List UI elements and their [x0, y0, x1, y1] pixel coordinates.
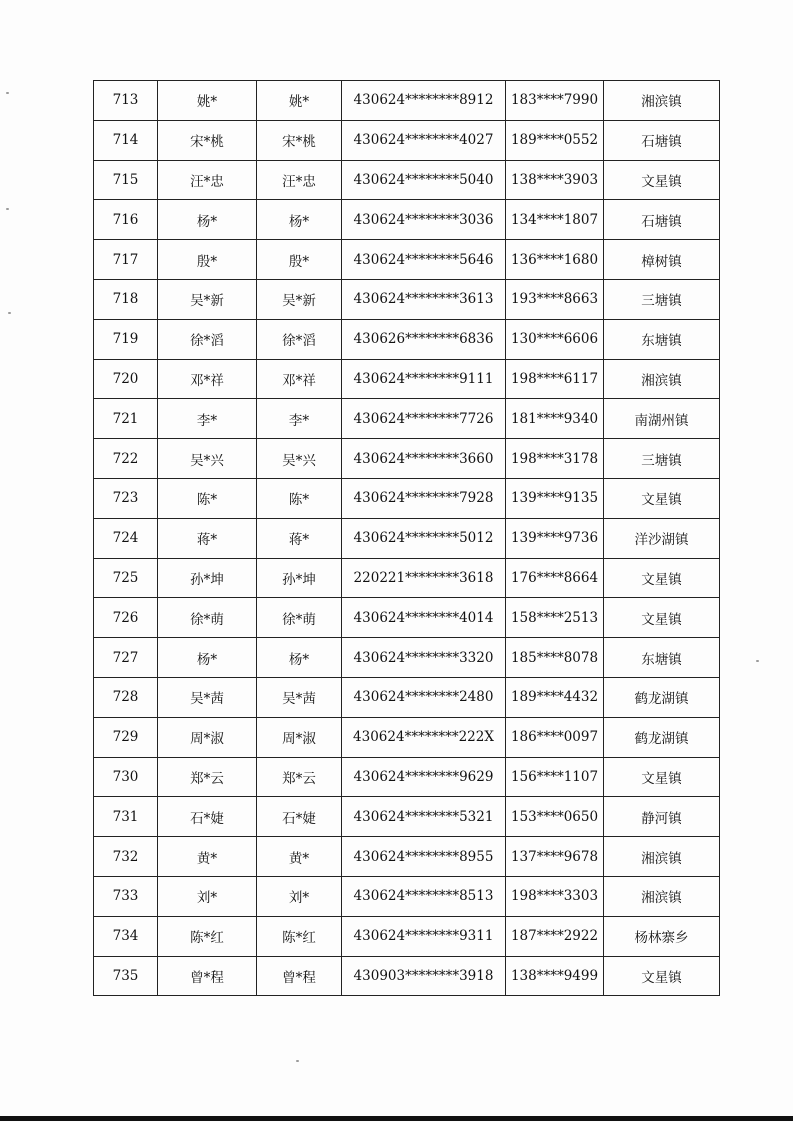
agent-name-cell: 宋*桃: [257, 120, 342, 160]
row-number-cell: 716: [94, 200, 158, 240]
table-row: [94, 240, 720, 280]
phone-cell: 181****9340: [506, 399, 604, 439]
table-row: [94, 81, 720, 121]
table-row: [94, 120, 720, 160]
id-number-cell: 430624********8513: [342, 876, 506, 916]
name-cell: 姚*: [158, 81, 257, 121]
scan-speck: [6, 92, 9, 94]
table-row: [94, 638, 720, 678]
id-number-cell: 430626********6836: [342, 319, 506, 359]
name-cell: 吴*兴: [158, 439, 257, 479]
phone-cell: 189****0552: [506, 120, 604, 160]
row-number-cell: 730: [94, 757, 158, 797]
name-cell: 石*婕: [158, 797, 257, 837]
id-number-cell: 430624********4014: [342, 598, 506, 638]
row-number-cell: 725: [94, 558, 158, 598]
agent-name-cell: 石*婕: [257, 797, 342, 837]
agent-name-cell: 殷*: [257, 240, 342, 280]
name-cell: 周*淑: [158, 717, 257, 757]
table-row: [94, 359, 720, 399]
name-cell: 陈*: [158, 478, 257, 518]
agent-name-cell: 曾*程: [257, 956, 342, 996]
agent-name-cell: 蒋*: [257, 518, 342, 558]
table-row: [94, 478, 720, 518]
name-cell: 李*: [158, 399, 257, 439]
name-cell: 蒋*: [158, 518, 257, 558]
id-number-cell: 430624********9311: [342, 916, 506, 956]
row-number-cell: 713: [94, 81, 158, 121]
id-number-cell: 430624********5321: [342, 797, 506, 837]
row-number-cell: 732: [94, 837, 158, 877]
table-row: [94, 319, 720, 359]
agent-name-cell: 郑*云: [257, 757, 342, 797]
name-cell: 曾*程: [158, 956, 257, 996]
town-cell: 洋沙湖镇: [604, 518, 720, 558]
row-number-cell: 723: [94, 478, 158, 518]
phone-cell: 176****8664: [506, 558, 604, 598]
row-number-cell: 721: [94, 399, 158, 439]
town-cell: 石塘镇: [604, 120, 720, 160]
name-cell: 杨*: [158, 638, 257, 678]
roster-table: [93, 80, 720, 996]
row-number-cell: 720: [94, 359, 158, 399]
roster-table-body: [94, 81, 720, 996]
row-number-cell: 729: [94, 717, 158, 757]
phone-cell: 138****9499: [506, 956, 604, 996]
table-row: [94, 837, 720, 877]
row-number-cell: 714: [94, 120, 158, 160]
name-cell: 陈*红: [158, 916, 257, 956]
town-cell: 三塘镇: [604, 279, 720, 319]
agent-name-cell: 吴*兴: [257, 439, 342, 479]
table-row: [94, 916, 720, 956]
id-number-cell: 430624********8955: [342, 837, 506, 877]
table-row: [94, 717, 720, 757]
id-number-cell: 430624********222X: [342, 717, 506, 757]
town-cell: 静河镇: [604, 797, 720, 837]
name-cell: 邓*祥: [158, 359, 257, 399]
scan-speck: [8, 312, 11, 314]
town-cell: 杨林寨乡: [604, 916, 720, 956]
name-cell: 孙*坤: [158, 558, 257, 598]
page-bottom-rule: [0, 1116, 793, 1121]
agent-name-cell: 陈*: [257, 478, 342, 518]
id-number-cell: 220221********3618: [342, 558, 506, 598]
town-cell: 鹤龙湖镇: [604, 677, 720, 717]
phone-cell: 156****1107: [506, 757, 604, 797]
row-number-cell: 735: [94, 956, 158, 996]
row-number-cell: 719: [94, 319, 158, 359]
row-number-cell: 724: [94, 518, 158, 558]
phone-cell: 198****3303: [506, 876, 604, 916]
agent-name-cell: 孙*坤: [257, 558, 342, 598]
town-cell: 湘滨镇: [604, 359, 720, 399]
name-cell: 黄*: [158, 837, 257, 877]
phone-cell: 186****0097: [506, 717, 604, 757]
name-cell: 徐*萌: [158, 598, 257, 638]
phone-cell: 153****0650: [506, 797, 604, 837]
table-row: [94, 160, 720, 200]
name-cell: 宋*桃: [158, 120, 257, 160]
town-cell: 湘滨镇: [604, 837, 720, 877]
id-number-cell: 430903********3918: [342, 956, 506, 996]
town-cell: 文星镇: [604, 598, 720, 638]
name-cell: 吴*新: [158, 279, 257, 319]
table-row: [94, 598, 720, 638]
id-number-cell: 430624********5012: [342, 518, 506, 558]
row-number-cell: 731: [94, 797, 158, 837]
name-cell: 杨*: [158, 200, 257, 240]
town-cell: 湘滨镇: [604, 81, 720, 121]
phone-cell: 139****9135: [506, 478, 604, 518]
table-row: [94, 279, 720, 319]
row-number-cell: 727: [94, 638, 158, 678]
table-row: [94, 518, 720, 558]
id-number-cell: 430624********9111: [342, 359, 506, 399]
agent-name-cell: 陈*红: [257, 916, 342, 956]
id-number-cell: 430624********3613: [342, 279, 506, 319]
agent-name-cell: 徐*萌: [257, 598, 342, 638]
town-cell: 石塘镇: [604, 200, 720, 240]
town-cell: 文星镇: [604, 757, 720, 797]
id-number-cell: 430624********7726: [342, 399, 506, 439]
town-cell: 文星镇: [604, 478, 720, 518]
phone-cell: 136****1680: [506, 240, 604, 280]
town-cell: 樟树镇: [604, 240, 720, 280]
table-row: [94, 677, 720, 717]
agent-name-cell: 邓*祥: [257, 359, 342, 399]
phone-cell: 185****8078: [506, 638, 604, 678]
table-row: [94, 399, 720, 439]
table-row: [94, 558, 720, 598]
phone-cell: 134****1807: [506, 200, 604, 240]
phone-cell: 187****2922: [506, 916, 604, 956]
phone-cell: 198****3178: [506, 439, 604, 479]
row-number-cell: 718: [94, 279, 158, 319]
agent-name-cell: 汪*忠: [257, 160, 342, 200]
table-row: [94, 439, 720, 479]
name-cell: 刘*: [158, 876, 257, 916]
row-number-cell: 728: [94, 677, 158, 717]
id-number-cell: 430624********9629: [342, 757, 506, 797]
town-cell: 湘滨镇: [604, 876, 720, 916]
id-number-cell: 430624********4027: [342, 120, 506, 160]
scan-speck: [296, 1060, 299, 1062]
table-row: [94, 876, 720, 916]
scan-speck: [756, 660, 759, 662]
town-cell: 东塘镇: [604, 319, 720, 359]
id-number-cell: 430624********3320: [342, 638, 506, 678]
name-cell: 郑*云: [158, 757, 257, 797]
id-number-cell: 430624********5646: [342, 240, 506, 280]
table-row: [94, 956, 720, 996]
agent-name-cell: 吴*新: [257, 279, 342, 319]
town-cell: 东塘镇: [604, 638, 720, 678]
town-cell: 文星镇: [604, 956, 720, 996]
agent-name-cell: 吴*茜: [257, 677, 342, 717]
agent-name-cell: 姚*: [257, 81, 342, 121]
table-row: [94, 797, 720, 837]
town-cell: 文星镇: [604, 160, 720, 200]
id-number-cell: 430624********3660: [342, 439, 506, 479]
phone-cell: 137****9678: [506, 837, 604, 877]
name-cell: 吴*茜: [158, 677, 257, 717]
phone-cell: 139****9736: [506, 518, 604, 558]
agent-name-cell: 杨*: [257, 200, 342, 240]
town-cell: 文星镇: [604, 558, 720, 598]
phone-cell: 183****7990: [506, 81, 604, 121]
phone-cell: 189****4432: [506, 677, 604, 717]
phone-cell: 158****2513: [506, 598, 604, 638]
id-number-cell: 430624********5040: [342, 160, 506, 200]
name-cell: 殷*: [158, 240, 257, 280]
agent-name-cell: 周*淑: [257, 717, 342, 757]
town-cell: 三塘镇: [604, 439, 720, 479]
name-cell: 徐*滔: [158, 319, 257, 359]
town-cell: 南湖州镇: [604, 399, 720, 439]
row-number-cell: 722: [94, 439, 158, 479]
row-number-cell: 717: [94, 240, 158, 280]
agent-name-cell: 李*: [257, 399, 342, 439]
phone-cell: 130****6606: [506, 319, 604, 359]
phone-cell: 193****8663: [506, 279, 604, 319]
row-number-cell: 715: [94, 160, 158, 200]
row-number-cell: 733: [94, 876, 158, 916]
scan-speck: [6, 208, 9, 210]
name-cell: 汪*忠: [158, 160, 257, 200]
agent-name-cell: 黄*: [257, 837, 342, 877]
row-number-cell: 726: [94, 598, 158, 638]
id-number-cell: 430624********2480: [342, 677, 506, 717]
id-number-cell: 430624********3036: [342, 200, 506, 240]
agent-name-cell: 刘*: [257, 876, 342, 916]
row-number-cell: 734: [94, 916, 158, 956]
agent-name-cell: 徐*滔: [257, 319, 342, 359]
table-row: [94, 757, 720, 797]
phone-cell: 198****6117: [506, 359, 604, 399]
table-row: [94, 200, 720, 240]
id-number-cell: 430624********8912: [342, 81, 506, 121]
phone-cell: 138****3903: [506, 160, 604, 200]
id-number-cell: 430624********7928: [342, 478, 506, 518]
town-cell: 鹤龙湖镇: [604, 717, 720, 757]
agent-name-cell: 杨*: [257, 638, 342, 678]
